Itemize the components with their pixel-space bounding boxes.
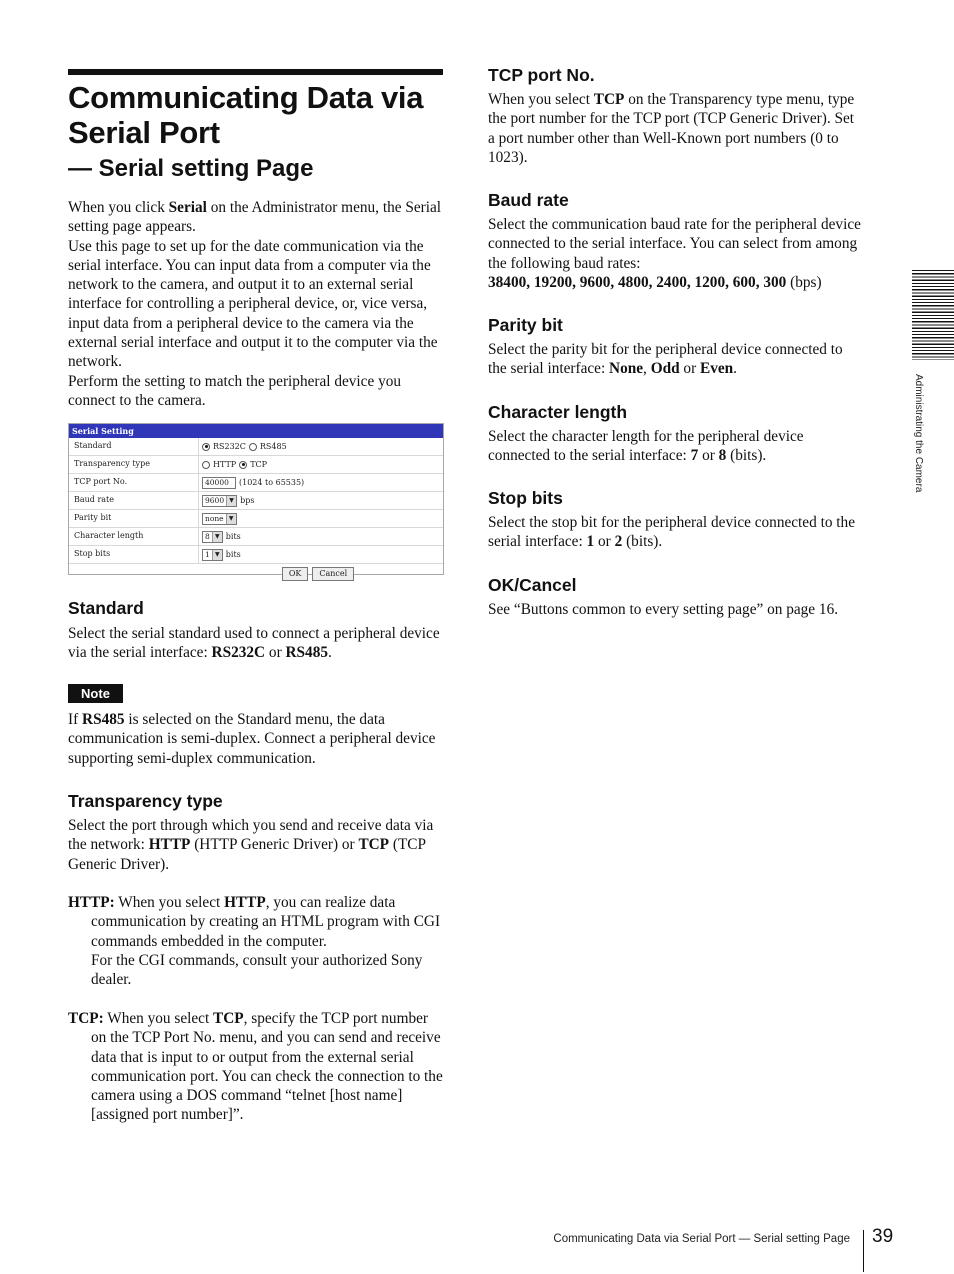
panel-header: Serial Setting (69, 424, 443, 438)
dropdown-arrow-icon: ▼ (226, 514, 236, 524)
heading-standard: Standard (68, 598, 144, 618)
baud-select: 9600 ▼ (202, 495, 237, 507)
standard-text: Select the serial standard used to connect a peripheral device via the serial interface: RS232C or RS485. (68, 625, 440, 662)
panel-row-standard: Standard RS232C RS485 (69, 438, 443, 456)
heading-parity-bit: Parity bit (488, 315, 563, 335)
note-badge: Note (68, 684, 123, 703)
section-tab-stripes (912, 270, 954, 360)
title-rule (68, 69, 443, 75)
panel-row-transparency: Transparency type HTTP TCP (69, 456, 443, 474)
footer-rule (863, 1230, 864, 1272)
char-length-select: 8 ▼ (202, 531, 223, 543)
page-number: 39 (872, 1226, 894, 1247)
parity-text: Select the parity bit for the peripheral device connected to the serial interface: None, Odd or Even. (488, 341, 843, 378)
panel-row-stop-bits: Stop bits 1 ▼ bits (69, 546, 443, 564)
panel-cancel-button: Cancel (312, 567, 354, 581)
panel-row-tcp-port: TCP port No. 40000 (1024 to 65535) (69, 474, 443, 492)
heading-transparency: Transparency type (68, 791, 223, 811)
serial-setting-screenshot (68, 423, 444, 578)
stop-bits-text: Select the stop bit for the peripheral device connected to the serial interface: 1 or 2 (bits). (488, 514, 855, 551)
panel-row-parity: Parity bit none ▼ (69, 510, 443, 528)
radio-icon (202, 461, 210, 469)
panel-ok-button: OK (282, 567, 309, 581)
dropdown-arrow-icon: ▼ (212, 532, 222, 542)
dropdown-arrow-icon: ▼ (212, 550, 222, 560)
dropdown-arrow-icon: ▼ (226, 496, 236, 506)
section-tab-label: Administrating the Camera (913, 374, 924, 493)
heading-stop-bits: Stop bits (488, 488, 563, 508)
character-length-text: Select the character length for the peripheral device connected to the serial interface: 7 or 8 (bits). (488, 428, 804, 465)
page-title: Communicating Data via Serial Port (68, 80, 424, 150)
running-footer: Communicating Data via Serial Port — Serial setting Page (553, 1233, 850, 1245)
heading-character-length: Character length (488, 402, 628, 422)
baud-rate-text: Select the communication baud rate for the peripheral device connected to the serial interface. You can select from among the following baud rates: 38400, 19200, 9600, 4800, 2400, 1200, 600, 300 (bps) (488, 216, 861, 291)
heading-ok-cancel: OK/Cancel (488, 575, 577, 595)
radio-icon (239, 461, 247, 469)
note-text: If RS485 is selected on the Standard menu, the data communication is semi-duplex. Connect a peripheral device supporting semi-duplex communication. (68, 711, 436, 767)
heading-tcp-port: TCP port No. (488, 65, 595, 85)
parity-select: none ▼ (202, 513, 237, 525)
radio-icon (202, 443, 210, 451)
transparency-text: Select the port through which you send and receive data via the network: HTTP (HTTP Generic Driver) or TCP (TCP Generic Driver). HTTP: When you select HTTP, you can realize data communication by creating an HTML program with CGI commands embedded in the computer. For the CGI commands, consult your authorized Sony dealer. TCP: When you select TCP, specify the TCP port number on the TCP Port No. menu, and you can send and receive data that is input to or output from the external serial communication port. You can check the connection to the camera using a DOS command “telnet [host name] [assigned port number]”. (68, 817, 443, 1124)
ok-cancel-text: See “Buttons common to every setting page” on page 16. (488, 601, 839, 618)
panel-row-char-length: Character length 8 ▼ bits (69, 528, 443, 546)
panel-row-baud: Baud rate 9600 ▼ bps (69, 492, 443, 510)
page-subtitle: — Serial setting Page (68, 155, 314, 182)
tcp-port-text: When you select TCP on the Transparency type menu, type the port number for the TCP port (TCP Generic Driver). Set a port number other than Well-Known port numbers (0 to 1023). (488, 91, 855, 166)
intro-text: When you click Serial on the Administrator menu, the Serial setting page appears. Use this page to set up for the date communication via the serial interface. You can input data from a computer via the network to the camera, and output it to an external serial interface for controlling a peripheral device, or, vice versa, input data from a peripheral device to the camera via the external serial interface and output it to the computer via the network. Perform the setting to match the peripheral device you connect to the camera. (68, 199, 442, 409)
radio-icon (249, 443, 257, 451)
heading-baud-rate: Baud rate (488, 190, 569, 210)
stop-bits-select: 1 ▼ (202, 549, 223, 561)
